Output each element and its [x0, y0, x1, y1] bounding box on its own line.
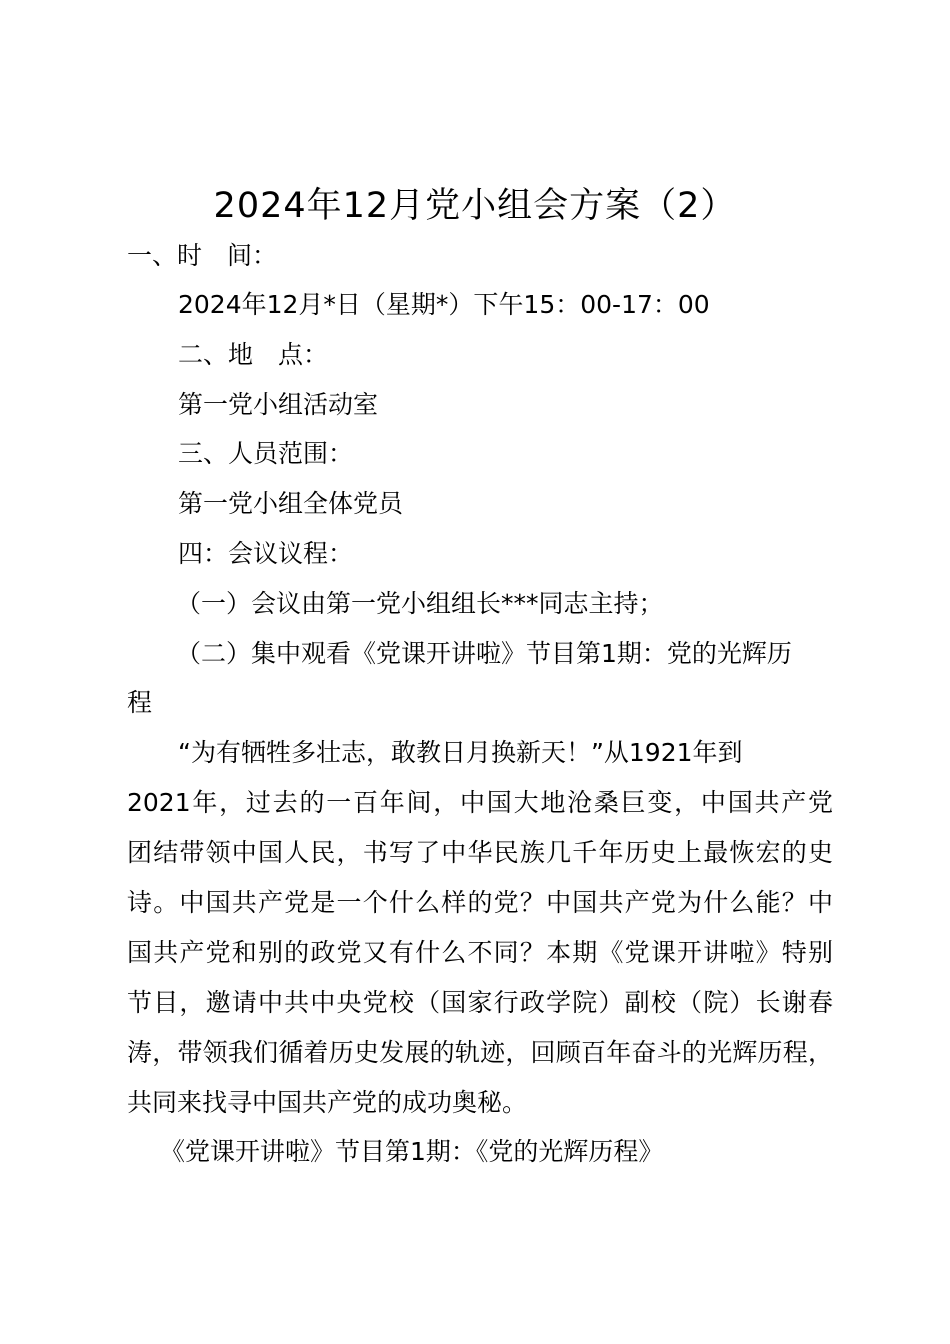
- agenda-item-2-line-1: （二）集中观看《党课开讲啦》节目第1期：党的光辉历: [176, 639, 792, 668]
- section-agenda-heading: 四：会议议程：: [178, 539, 354, 568]
- section-place-heading: 二、地 点：: [178, 340, 329, 369]
- agenda-item-2-line-2: 程: [127, 688, 153, 717]
- paragraph-line: 团结带领中国人民，书写了中华民族几千年历史上最恢宏的史: [127, 838, 833, 867]
- time-value: 2024年12月*日（星期*）下午15：00-17：00: [178, 290, 710, 319]
- people-value: 第一党小组全体党员: [178, 489, 404, 518]
- paragraph-line: “为有牺牲多壮志，敢教日月换新天！”从1921年到: [178, 738, 743, 767]
- section-people-heading: 三、人员范围：: [178, 439, 354, 468]
- place-value: 第一党小组活动室: [178, 390, 379, 419]
- agenda-item-1: （一）会议由第一党小组组长***同志主持；: [176, 589, 664, 618]
- paragraph-line: 2021年，过去的一百年间，中国大地沧桑巨变，中国共产党: [127, 788, 833, 817]
- section-time-heading: 一、时 间：: [127, 241, 278, 270]
- paragraph-line: 诗。中国共产党是一个什么样的党？中国共产党为什么能？中: [127, 888, 833, 917]
- paragraph-line: 共同来找寻中国共产党的成功奥秘。: [127, 1088, 528, 1117]
- paragraph-line: 涛，带领我们循着历史发展的轨迹，回顾百年奋斗的光辉历程，: [127, 1038, 833, 1067]
- program-line: 《党课开讲啦》节目第1期：《党的光辉历程》: [160, 1137, 664, 1166]
- paragraph-line: 国共产党和别的政党又有什么不同？本期《党课开讲啦》特别: [127, 938, 833, 967]
- paragraph-line: 节目，邀请中共中央党校（国家行政学院）副校（院）长谢春: [127, 988, 833, 1017]
- document-title: 2024年12月党小组会方案（2）: [213, 186, 737, 226]
- body-paragraph: [127, 728, 833, 1128]
